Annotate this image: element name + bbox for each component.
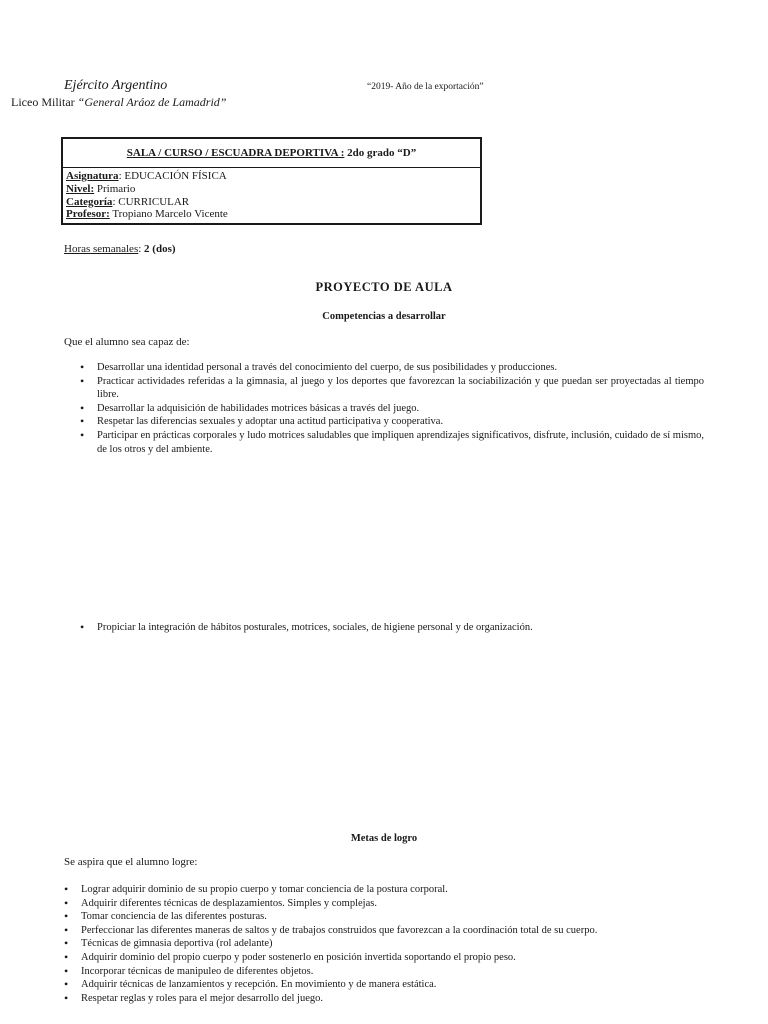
competencies-title: Competencias a desarrollar bbox=[322, 311, 446, 322]
competencies-list bbox=[80, 361, 704, 456]
info-row-value: Primario bbox=[96, 182, 136, 195]
header-army: Ejército Argentino bbox=[64, 78, 168, 93]
list-item: • Perfeccionar las diferentes maneras de saltos y de trabajos construidos que favorezcan a la coordinación total de su cuerpo. bbox=[64, 924, 704, 938]
list-item: • Incorporar técnicas de manipuleo de diferentes objetos. bbox=[64, 965, 704, 979]
competencies-extra-list bbox=[80, 621, 704, 635]
info-row-sep: : bbox=[112, 195, 119, 208]
list-item: • Desarrollar la adquisición de habilidades motrices básicas a través del juego. bbox=[80, 402, 704, 416]
goals-intro: Se aspira que el alumno logre: bbox=[64, 856, 198, 868]
header-school-name: “General Aráoz de Lamadrid” bbox=[77, 95, 227, 109]
competencies-intro: Que el alumno sea capaz de: bbox=[64, 336, 190, 348]
weekly-hours bbox=[64, 243, 176, 255]
info-title-label: SALA / CURSO / ESCUADRA DEPORTIVA : bbox=[126, 147, 345, 159]
info-row-value: Tropiano Marcelo Vicente bbox=[112, 208, 228, 221]
info-row-teacher bbox=[66, 208, 228, 221]
info-row-sep: : bbox=[118, 170, 125, 182]
list-item: • Desarrollar una identidad personal a través del conocimiento del cuerpo, de sus posibilidades y producciones. bbox=[80, 361, 704, 375]
info-title-value: 2do grado “D” bbox=[344, 147, 417, 159]
weekly-hours-value: 2 (dos) bbox=[144, 243, 176, 255]
list-item: • Tomar conciencia de las diferentes posturas. bbox=[64, 910, 704, 924]
info-row-value: CURRICULAR bbox=[118, 195, 190, 208]
weekly-hours-label: Horas semanales bbox=[64, 243, 139, 255]
list-item: • Lograr adquirir dominio de su propio cuerpo y tomar conciencia de la postura corporal. bbox=[64, 883, 704, 897]
list-item: • Practicar actividades referidas a la gimnasia, al juego y los deportes que favorezcan la sociabilización y que puedan ser proyectadas al tiempo libre. bbox=[80, 375, 704, 402]
info-row-label: Categoría bbox=[66, 195, 113, 208]
list-item: • Respetar las diferencias sexuales y adoptar una actitud participativa y cooperativa. bbox=[80, 415, 704, 429]
weekly-hours-sep: : bbox=[138, 243, 145, 255]
info-box-body bbox=[66, 170, 228, 221]
info-row-label: Asignatura bbox=[66, 170, 119, 182]
list-item: • Adquirir diferentes técnicas de desplazamientos. Simples y complejas. bbox=[64, 897, 704, 911]
header-school bbox=[11, 95, 226, 110]
info-row-value: EDUCACIÓN FÍSICA bbox=[124, 170, 227, 182]
info-row-category bbox=[66, 196, 228, 209]
info-row-level bbox=[66, 183, 228, 196]
list-item: • Respetar reglas y roles para el mejor desarrollo del juego. bbox=[64, 992, 704, 1006]
info-row-label: Nivel: bbox=[66, 182, 95, 195]
list-item: • Adquirir dominio del propio cuerpo y poder sostenerlo en posición invertida soportando el propio peso. bbox=[64, 951, 704, 965]
header-school-prefix: Liceo Militar bbox=[11, 95, 78, 109]
header-year-motto: “2019- Año de la exportación” bbox=[367, 82, 484, 92]
list-item: • Propiciar la integración de hábitos posturales, motrices, sociales, de higiene personal y de organización. bbox=[80, 621, 704, 635]
list-item: • Técnicas de gimnasia deportiva (rol adelante) bbox=[64, 937, 704, 951]
list-item: • Adquirir técnicas de lanzamientos y recepción. En movimiento y de manera estática. bbox=[64, 978, 704, 992]
info-box-title bbox=[63, 139, 480, 168]
list-item: • Participar en prácticas corporales y ludo motrices saludables que impliquen aprendizajes significativos, disfrute, inclusión, cuidado de sí mismo, de los otros y del ambiente. bbox=[80, 429, 704, 456]
goals-list bbox=[64, 883, 704, 1005]
info-row-subject bbox=[66, 170, 228, 183]
goals-title: Metas de logro bbox=[350, 833, 418, 844]
info-box bbox=[61, 137, 482, 225]
project-title: PROYECTO DE AULA bbox=[315, 280, 453, 294]
info-row-label: Profesor: bbox=[66, 208, 110, 221]
